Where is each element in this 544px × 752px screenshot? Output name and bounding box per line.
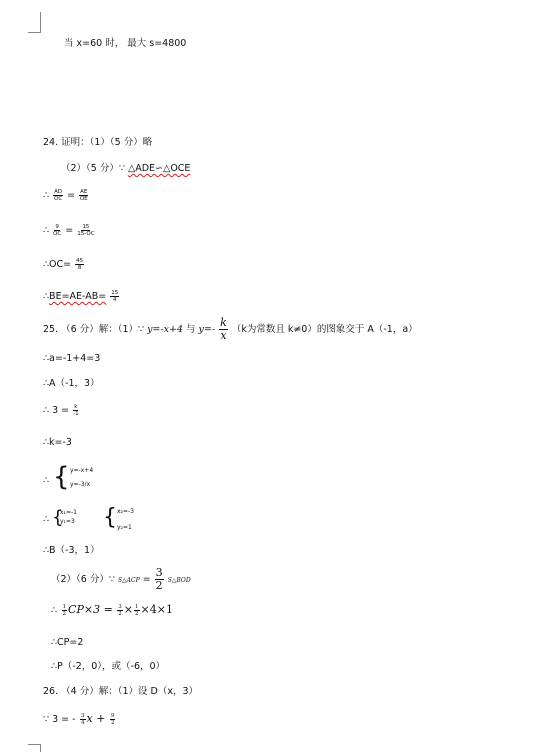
q26-line1-prefix: ∵ 3 = -	[43, 714, 76, 725]
q25-heading-prefix: 25. （6 分）解：（1）∵	[43, 324, 145, 335]
fraction: $\frac{3}{2}$	[118, 603, 122, 617]
fraction: $\frac{AE}{OE}$	[79, 189, 88, 202]
therefore-symbol: ∴	[43, 190, 50, 201]
q25-line3	[43, 404, 80, 418]
fraction: $\frac{9}{2}$	[110, 712, 115, 726]
q25-part2	[51, 566, 191, 595]
fraction: $\frac{15}{4}$	[111, 290, 119, 303]
therefore-symbol: ∴	[43, 225, 50, 236]
fraction-k-over-x: $\frac{k}{x}$	[220, 316, 227, 342]
equals-sign: =	[65, 225, 74, 236]
corner-mark-bottom-v	[40, 744, 41, 752]
times-sign: ×	[123, 603, 134, 616]
solution-1-x: x₁=-1	[60, 509, 77, 516]
system-eq-2: y=-3/x	[70, 481, 91, 488]
q25-line2: ∴A（-1，3）	[43, 378, 100, 389]
q24-part2	[61, 162, 190, 176]
q24-step2	[43, 224, 96, 238]
therefore-symbol: ∴	[43, 291, 50, 302]
equals-sign: =	[67, 190, 76, 201]
q24-step4-text: BE=AE-AB=	[49, 291, 107, 302]
fraction-three-halves: $\frac{3}{2}$	[155, 566, 163, 592]
q26-line1-mid: x +	[86, 712, 106, 725]
q25-line10: ∴P（-2，0），或（-6，0）	[51, 661, 166, 672]
q25-line6-therefore: ∴	[43, 514, 50, 525]
fraction: $\frac{1}{2}$	[62, 603, 67, 617]
q24-step4	[43, 290, 120, 304]
q25-line8-tail: ×4×1	[140, 603, 173, 616]
q25-equation-line: y=-x+4	[147, 324, 183, 335]
fraction: $\frac{AD}{OC}$	[53, 189, 63, 202]
q25-line8-mid: CP×3 =	[68, 603, 113, 616]
q25-heading	[43, 316, 418, 344]
left-brace: {	[53, 462, 70, 492]
equals-sign: =	[142, 574, 151, 585]
q25-line1: ∴a=-1+4=3	[43, 353, 101, 364]
fraction: $\frac{3}{4}$	[81, 712, 85, 726]
fraction: $\frac{15}{15-OC}$	[77, 224, 95, 237]
line-x60: 当 x=60 时， 最大 s=4800	[64, 38, 187, 49]
solution-1-y: y₁=3	[60, 518, 75, 525]
q25-part2-prefix: （2）（6 分）∵	[51, 574, 115, 585]
fraction: $\frac{1}{2}$	[135, 603, 139, 617]
q25-line7: ∴B（-3，1）	[43, 545, 100, 556]
fraction: $\frac{45}{8}$	[76, 258, 84, 271]
corner-mark-top-h	[28, 32, 41, 33]
solution-2-x: x₂=-3	[117, 508, 134, 515]
left-brace: {	[52, 507, 64, 528]
corner-mark-top-v	[40, 12, 41, 32]
q24-step3	[43, 258, 85, 272]
q25-and: 与	[186, 324, 196, 335]
fraction: $\frac{k}{-1}$	[73, 404, 79, 417]
q25-line4: ∴k=-3	[43, 437, 72, 448]
q24-step1	[43, 189, 89, 203]
q25-line5-therefore: ∴	[43, 475, 50, 486]
q26-heading: 26. （4 分）解：（1）设 D（x，3）	[43, 686, 198, 697]
therefore-symbol: ∴	[51, 605, 58, 616]
solution-2-y: y₂=1	[117, 524, 132, 531]
q25-line9: ∴CP=2	[51, 637, 84, 648]
q24-similar-triangles: △ADE∽△OCE	[127, 163, 191, 174]
system-eq-1: y=-x+4	[70, 467, 94, 474]
q25-line3-text: ∴ 3 =	[43, 405, 70, 416]
q24-heading: 24. 证明：（1）（5 分）略	[43, 137, 153, 148]
q24-part2-prefix: （2）（5 分）∵	[61, 163, 125, 174]
q25-heading-suffix: （k为常数且 k≠0）的图象交于 A（-1，a）	[231, 324, 418, 335]
q25-equation-hyperbola: y=-	[198, 324, 216, 335]
q25-line8	[51, 603, 173, 618]
q24-step3-text: ∴OC=	[43, 259, 72, 270]
q26-line1	[43, 712, 116, 727]
fraction: $\frac{9}{OC}$	[53, 224, 62, 237]
area-acp: S△ACP	[117, 577, 140, 584]
left-brace: {	[103, 505, 117, 530]
area-bod: S△BOD	[167, 577, 191, 584]
